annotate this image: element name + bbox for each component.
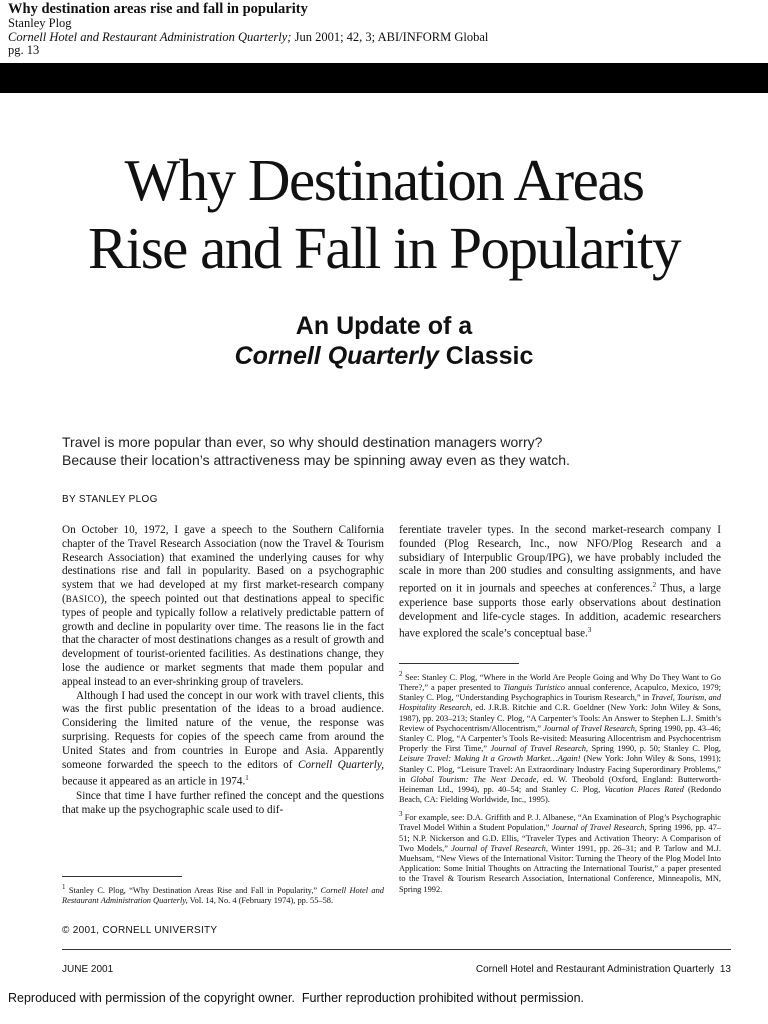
permission-notice: Reproduced with permission of the copyright owner. Further reproduction prohibited without permission. <box>8 991 584 1005</box>
subtitle-journal-name: Cornell Quarterly <box>234 342 439 370</box>
footnote-2 <box>399 669 721 805</box>
footer-rule <box>62 949 731 950</box>
article-title-line-1: Why Destination Areas <box>124 147 644 213</box>
header-black-bar <box>0 63 768 93</box>
byline: BY STANLEY PLOG <box>62 494 158 505</box>
footnotes-right <box>399 663 721 895</box>
fn2-text-e: Spring 1990, p. 50; Stanley C. Plog, <box>587 744 721 754</box>
footer-date: JUNE 2001 <box>62 964 114 975</box>
fn2-italic-4: Journal of Travel Research, <box>490 744 588 754</box>
footnote-1-number: 1 <box>62 883 66 891</box>
citation-issue: Jun 2001; 42, 3; ABI/INFORM Global <box>291 29 489 44</box>
citation-source <box>8 31 748 45</box>
fn2-italic-6: Global Tourism: The Next Decade, <box>410 774 539 784</box>
p2-text-b: because it appeared as an article in 1974. <box>62 776 246 789</box>
body-paragraph-3-start: Since that time I have further refined the concept and the questions that make up the psychographic scale used to dif- <box>62 789 384 816</box>
p1-text-a: On October 10, 1972, I gave a speech to the Southern California chapter of the Travel Research Association (now the Travel & Tourism Research Association) that examined the underlying causes for why destinations rise and fall in popularity. Based on a psychographic system that we had developed at my first market-research company ( <box>62 524 384 605</box>
fn3-text-c: Winter 1991, pp. 26–31; and P. Tarlow and M.J. Muehsam, “New Views of the International Visitor: Turning the Theory of the Plog Model Into Application: Some Initial Thoughts on Attracting the International Tourist,” a paper presented to the Travel & Tourism Research Association, International Conference, Minneapolis, MN, Spring 1992. <box>399 843 721 894</box>
fn2-text-d: Spring 1990, pp. 43–46; Stanley C. Plog, “A Carpenter’s Tools Re-visited: Measuring Allocentrism and Psychocentrism Properly the First Time,” <box>399 723 722 754</box>
footnote-ref-2: 2 <box>652 581 657 590</box>
subtitle-line-2 <box>0 341 768 371</box>
fn3-italic-1: Journal of Travel Research, <box>551 823 647 833</box>
citation-header <box>8 1 748 58</box>
footnote-2-number: 2 <box>399 670 403 678</box>
p3-text-b: Thus, a large experience base supports those early observations about destination development and life-cycle stages. In addition, academic researchers have explored the scale’s conceptual base. <box>399 582 721 641</box>
body-paragraph-1 <box>62 524 384 690</box>
copyright-notice: © 2001, CORNELL UNIVERSITY <box>62 925 218 936</box>
fn2-italic-1: Tianguis Turistico <box>503 683 565 692</box>
footnote-rule <box>62 876 182 877</box>
citation-title: Why destination areas rise and fall in popularity <box>8 1 308 17</box>
fn2-italic-3: Journal of Travel Research, <box>543 723 638 733</box>
footnote-3 <box>399 809 721 894</box>
footer-journal-page: Cornell Hotel and Restaurant Administration Quarterly 13 <box>475 964 731 975</box>
fn2-italic-7: Vacation Places Rated <box>604 785 684 795</box>
body-paragraph-2 <box>62 690 384 790</box>
citation-page: pg. 13 <box>8 43 40 57</box>
fn2-italic-5: Leisure Travel: Making It a Growth Market…Again! <box>399 754 581 764</box>
fn3-text-a: For example, see: D.A. Griffith and P. J. Albanese, “An Examination of Plog’s Psychographic Travel Model Within a Student Population,” <box>399 813 721 833</box>
basico-smallcaps: BASICO <box>65 593 101 604</box>
body-paragraph-3-cont: ferentiate traveler types. In the second market-research company I founded (Plog Research, Inc., now NFO/Plog Research and a subsidiary of Interpublic Group/IPG), we have probably included the scale in more than 200 studies and consulting assignments, and have reported on it in journals and speeches at conferences.$^2$ Thus, a large experience base supports those early observations about destination development and life-cycle stages. In addition, academic researchers have explored the scale’s conceptual base.$^3$ <box>399 524 721 641</box>
citation-author: Stanley Plog <box>8 16 72 30</box>
footnote-1 <box>62 882 384 906</box>
fn1-italic: Cornell Hotel and Restaurant Administration Quarterly, <box>62 885 384 905</box>
fn3-italic-2: Journal of Travel Research, <box>451 843 548 853</box>
fn1-text-b: Vol. 14, No. 4 (February 1974), pp. 55–58. <box>187 896 334 905</box>
p2-text-a: Although I had used the concept in our work with travel clients, this was the first public presentation of the ideas to a broad audience. Considering the limited nature of the venue, the response was surprising. Requests for copies of the speech came from around the United States and from countries in Europe and Asia. Apparently someone forwarded the speech to the editors of <box>62 689 384 771</box>
fn2-text-b: annual conference, Acapulco, Mexico, 1979; Stanley C. Plog, “Understanding Psychographics in Tourism Research,” in <box>399 683 721 703</box>
footnote-ref-3: 3 <box>587 626 592 635</box>
p1-text-b: ), the speech pointed out that destinations appeal to specific types of people and typically follow a relatively predictable pattern of growth and decline in popularity over time. The reasons lie in the fact that the character of most destinations changes as a result of growth and development of tourist-oriented facilities. As destinations change, they lose the audience or market segments that made them popular and appeal instead to an ever-shrinking group of travelers. <box>62 592 384 688</box>
fn2-text-g: ed. W. Theobold (Oxford, England: Butterworth-Heineman Ltd., 1994), pp. 40–54; and Stanley C. Plog, <box>399 774 722 795</box>
deck-line-2: Because their location’s attractiveness may be spinning away even as they watch. <box>62 452 570 468</box>
subtitle-classic: Classic <box>438 342 534 370</box>
deck-line-1: Travel is more popular than ever, so why should destination managers worry? <box>62 434 543 450</box>
footnote-rule <box>399 663 519 664</box>
citation-journal: Cornell Hotel and Restaurant Administration Quarterly; <box>8 29 292 44</box>
fn2-text-a: See: Stanley C. Plog, “Where in the World Are People Going and Why Do They Want to Go There?,” a paper presented to <box>399 672 721 692</box>
article-title-line-2: Rise and Fall in Popularity <box>87 215 681 281</box>
fn2-text-f: (New York: John Wiley & Sons, 1991); Stanley C. Plog, “Leisure Travel: An Extraordinary Industry Facing Superordinary Problems,” in <box>399 754 721 784</box>
subtitle-line-1: An Update of a <box>295 312 473 340</box>
footnote-3-number: 3 <box>399 810 403 819</box>
fn1-text-a: Stanley C. Plog, “Why Destination Areas Rise and Fall in Popularity,” <box>65 885 321 895</box>
footnote-ref-1: 1 <box>245 774 249 783</box>
fn2-text-h: (Redondo Beach, CA: Fielding Worldwide, Inc., 1995). <box>399 785 722 805</box>
body-column-right <box>399 524 721 642</box>
p2-journal-italic: Cornell Quarterly, <box>298 758 384 771</box>
article-title <box>0 146 768 282</box>
article-subtitle <box>0 311 768 371</box>
body-column-left <box>62 524 384 817</box>
fn2-text-c: ed. J.R.B. Ritchie and C.R. Goeldner (New York: John Wiley & Sons, 1987), pp. 203–213; Stanley C. Plog, “A Carpenter’s Tools: An Answer to Stephen L.J. Smith’s Review of Psychocentrism/Allocentrism,” <box>399 703 721 733</box>
fn2-italic-2: Travel, Tourism, and Hospitality Research, <box>399 693 722 713</box>
footnotes-left <box>62 876 384 906</box>
fn3-text-b: Spring 1996, pp. 47–51; N.P. Nickerson and G.D. Ellis, “Traveler Types and Activation Theory: A Comparison of Two Models,” <box>399 823 721 853</box>
article-deck <box>62 433 702 469</box>
